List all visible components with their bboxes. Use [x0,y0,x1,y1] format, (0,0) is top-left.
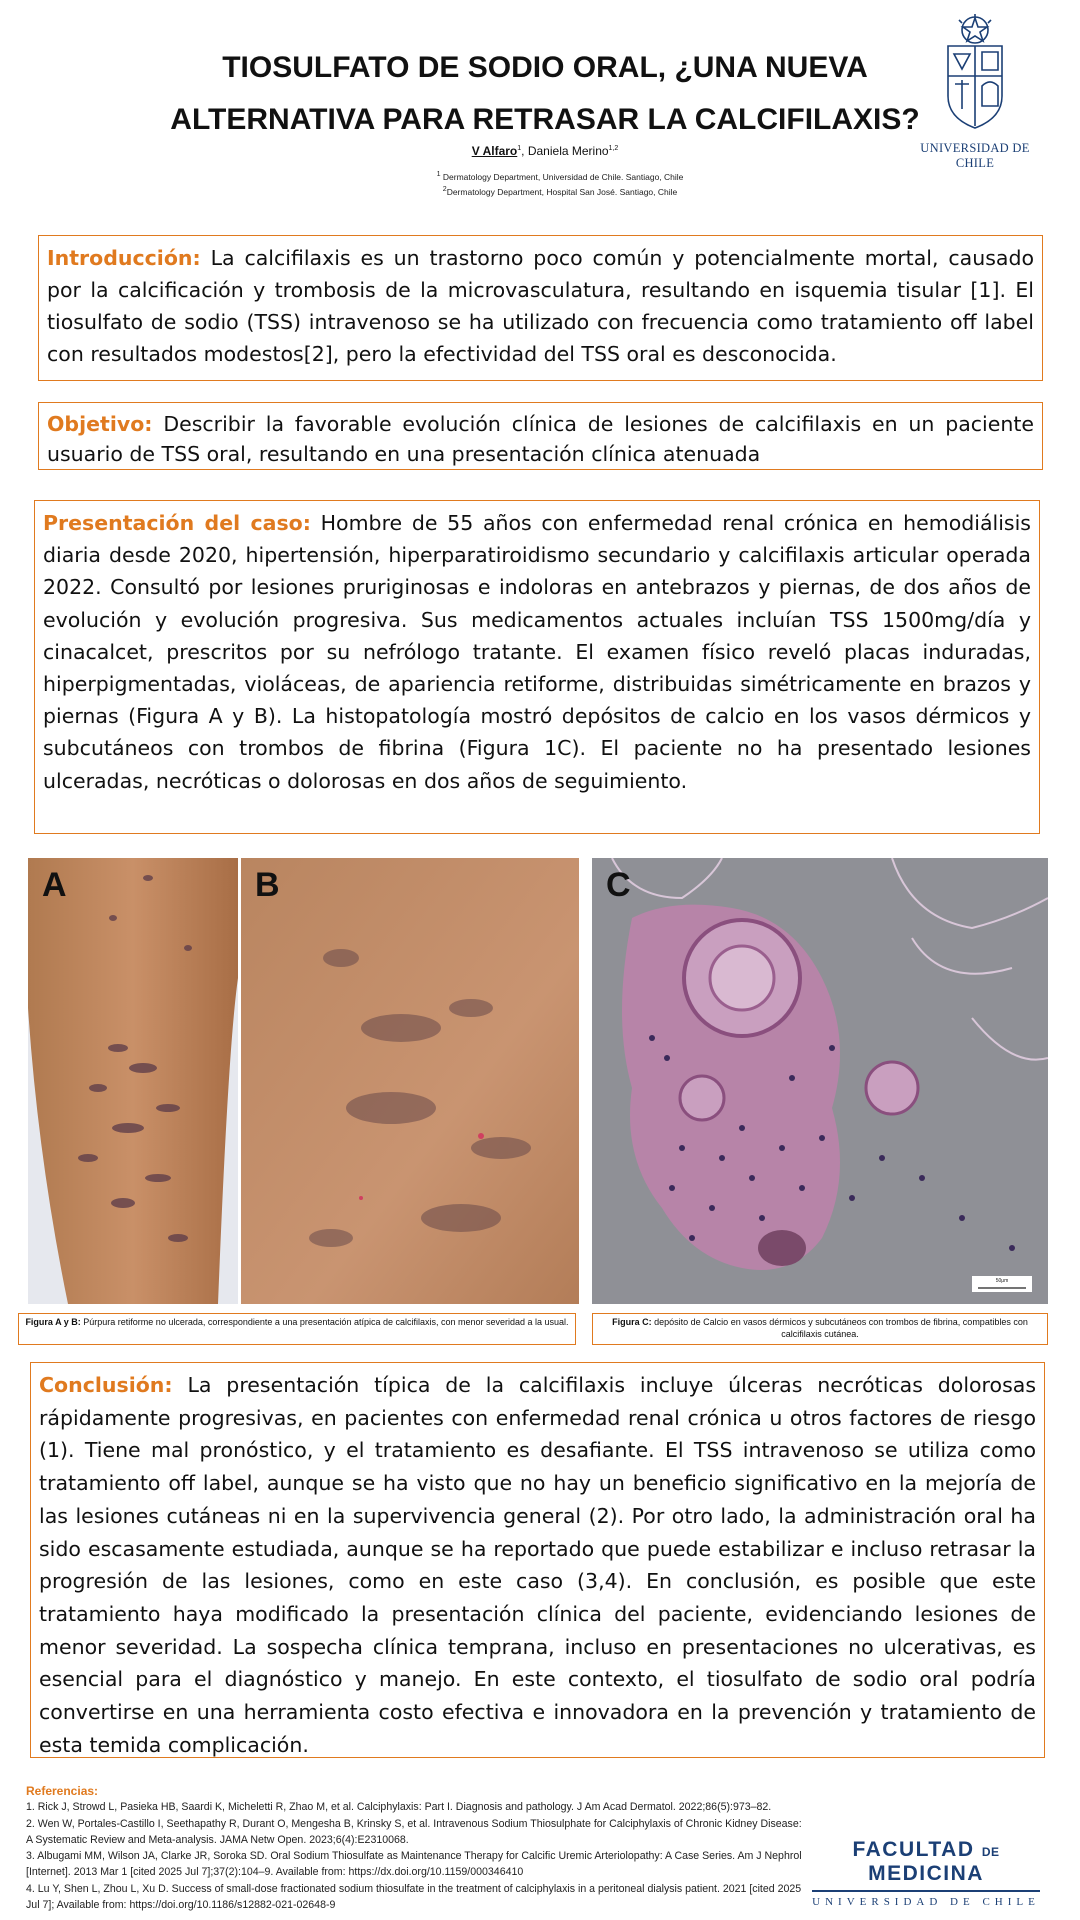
caption-c-label: Figura C: [612,1317,652,1327]
introduction-text: La calcifilaxis es un trastorno poco común y potencialmente mortal, causado por la calcificación y trombosis de la microvasculatura, resultando en isquemia tisular [1]. El tiosulfato de sodio (TSS) intravenoso se ha utilizado con frecuencia como tratamiento off label con resultados modestos[2], pero la efectividad del TSS oral es desconocida. [47,246,1034,366]
references [26,1783,806,1913]
case-text: Hombre de 55 años con enfermedad renal crónica en hemodiálisis diaria desde 2020, hipertensión, hiperparatiroidismo secundario y calcifilaxis articular operada 2022. Consultó por lesiones pruriginosas e indoloras en antebrazos y piernas, de dos años de evolución y evolución progresiva. Sus medicamentos actuales incluían TSS 1500mg/día y cinacalcet, prescritos por su nefrólogo tratante. El examen físico reveló placas induradas, hiperpigmentadas, violáceas, de apariencia retiforme, distribuidas simétricamente en brazos y piernas (Figura A y B). La histopatología mostró depósitos de calcio en los vasos dérmicos y subcutáneos con trombos de fibrina (Figura 1C). El paciente no ha presentado lesiones ulceradas, necróticas o dolorosas en dos años de seguimiento. [43,511,1031,793]
logo-word-facultad: FACULTAD [852,1838,975,1861]
introduction-box [38,235,1043,381]
author-rest: , Daniela Merino [521,144,609,158]
affil-2-num: 2 [442,184,447,193]
author-main-sup: 1 [517,145,522,152]
figure-c-photo [592,858,1048,1304]
poster-title [120,42,970,146]
forearm-image [28,858,238,1304]
title-line-2: ALTERNATIVA PARA RETRASAR LA CALCIFILAXIS? [170,103,920,136]
conclusion-label: Conclusión: [39,1373,173,1397]
affiliation-1: Dermatology Department, Universidad de Chile. Santiago, Chile [442,171,684,182]
histopathology-image [592,858,1048,1304]
facultad-de-medicina-logo [806,1838,1046,1908]
caption-figure-ab [18,1313,576,1345]
authors [120,144,970,158]
affil-1-num: 1 [436,170,441,178]
case-presentation-box [34,500,1040,834]
author-main: V Alfaro [471,144,518,158]
conclusion-text: La presentación típica de la calcifilaxis incluye úlceras necróticas dolorosas rápidamente progresivas, en pacientes con enfermedad renal crónica u otros factores de riesgo (1). Tiene mal pronóstico, y el tratamiento es desafiante. El TSS intravenoso se utiliza como tratamiento off label, aunque se ha visto que no hay un beneficio significativo en la mejoría de las lesiones cutáneas ni en la supervivencia general (2). Por otro lado, la administración oral ha sido escasamente estudiada, aunque se ha reportado que puede estabilizar e incluso retrasar la progresión de las lesiones, como en este caso (3,4). En conclusión, es posible que este tratamiento haya modificado la presentación clínica del paciente, evidenciando lesiones de menor severidad. La sospecha clínica temprana, incluso en presentaciones no ulcerativas, es esencial para el diagnóstico y manejo. En este contexto, el tiosulfato de sodio oral podría convertirse en una herramienta costo efectiva e innovadora en la prevención y tratamiento de esta temida complicación. [39,1373,1036,1757]
objective-text: Describir la favorable evolución clínica de lesiones de calcifilaxis en un paciente usuario de TSS oral, resultando en una presentación clínica atenuada [47,412,1034,466]
logo-word-de: DE [981,1845,1000,1859]
author-rest-sup: 1,2 [608,145,619,152]
figure-b-photo [241,858,579,1304]
university-seal-icon [940,14,1010,134]
figure-a-photo [28,858,238,1304]
objective-box [38,402,1043,470]
figure-b-letter: B [255,866,280,904]
universidad-de-chile-logo [900,14,1050,171]
logo-university-text: UNIVERSIDAD DE CHILE [812,1895,1040,1908]
reference-item: 1. Rick J, Strowd L, Pasieka HB, Saardi K, Micheletti R, Zhao M, et al. Calciphylaxis: Part I. Diagnosis and pathology. J Am Acad Dermatol. 2022;86(5):973–82. [26,1801,772,1814]
figure-a-letter: A [42,866,67,904]
caption-c-text: depósito de Calcio en vasos dérmicos y subcutáneos con trombos de fibrina, compatibles con calcifilaxis cutánea. [651,1317,1028,1339]
affiliations [300,168,820,198]
references-heading: Referencias: [26,1784,99,1798]
reference-item: 3. Albugami MM, Wilson JA, Clarke JR, Soroka SD. Oral Sodium Thiosulfate as Maintenance Therapy for Calcific Uremic Arteriolopathy: A Case Series. Am J Nephrol [Internet]. 2013 Mar 1 [cited 2025 Jul 7];37(2):104–9. Available from: https://dx.doi.org/10.1159/000346410 [26,1850,802,1879]
scale-bar-label: 50μm [995,1278,1009,1284]
reference-item: 4. Lu Y, Shen L, Zhou L, Xu D. Success of small-dose fractionated sodium thiosulfate in the treatment of calciphylaxis in a peritoneal dialysis patient. 2021 [cited 2025 Jul 7]; Available from: https://doi.org/10.1186/s12882-021-02648-9 [26,1882,802,1912]
logo-word-medicina: MEDICINA [868,1862,984,1885]
case-label: Presentación del caso: [43,511,311,535]
reference-item: 2. Wen W, Portales-Castillo I, Seethapathy R, Durant O, Mengesha B, Krinsky S, et al. Intravenous Sodium Thiosulphate for Calciphylaxis of Chronic Kidney Disease: A Systematic Review and Meta-analysis. JAMA Netw Open. 2023;6(4):E2310068. [26,1817,802,1846]
figure-c-letter: C [606,866,631,904]
objective-label: Objetivo: [47,412,153,436]
logo-divider [812,1890,1040,1892]
affiliation-2: Dermatology Department, Hospital San José. Santiago, Chile [446,186,678,197]
caption-figure-c [592,1313,1048,1345]
conclusion-box [30,1362,1045,1758]
introduction-label: Introducción: [47,246,201,270]
leg-image [241,858,579,1304]
caption-ab-label: Figura A y B: [25,1317,81,1327]
caption-ab-text: Púrpura retiforme no ulcerada, correspondiente a una presentación atípica de calcifilaxis, con menor severidad a la usual. [80,1317,569,1327]
university-logo-text: UNIVERSIDAD DE CHILE [920,141,1030,170]
title-line-1: TIOSULFATO DE SODIO ORAL, ¿UNA NUEVA [222,51,868,84]
